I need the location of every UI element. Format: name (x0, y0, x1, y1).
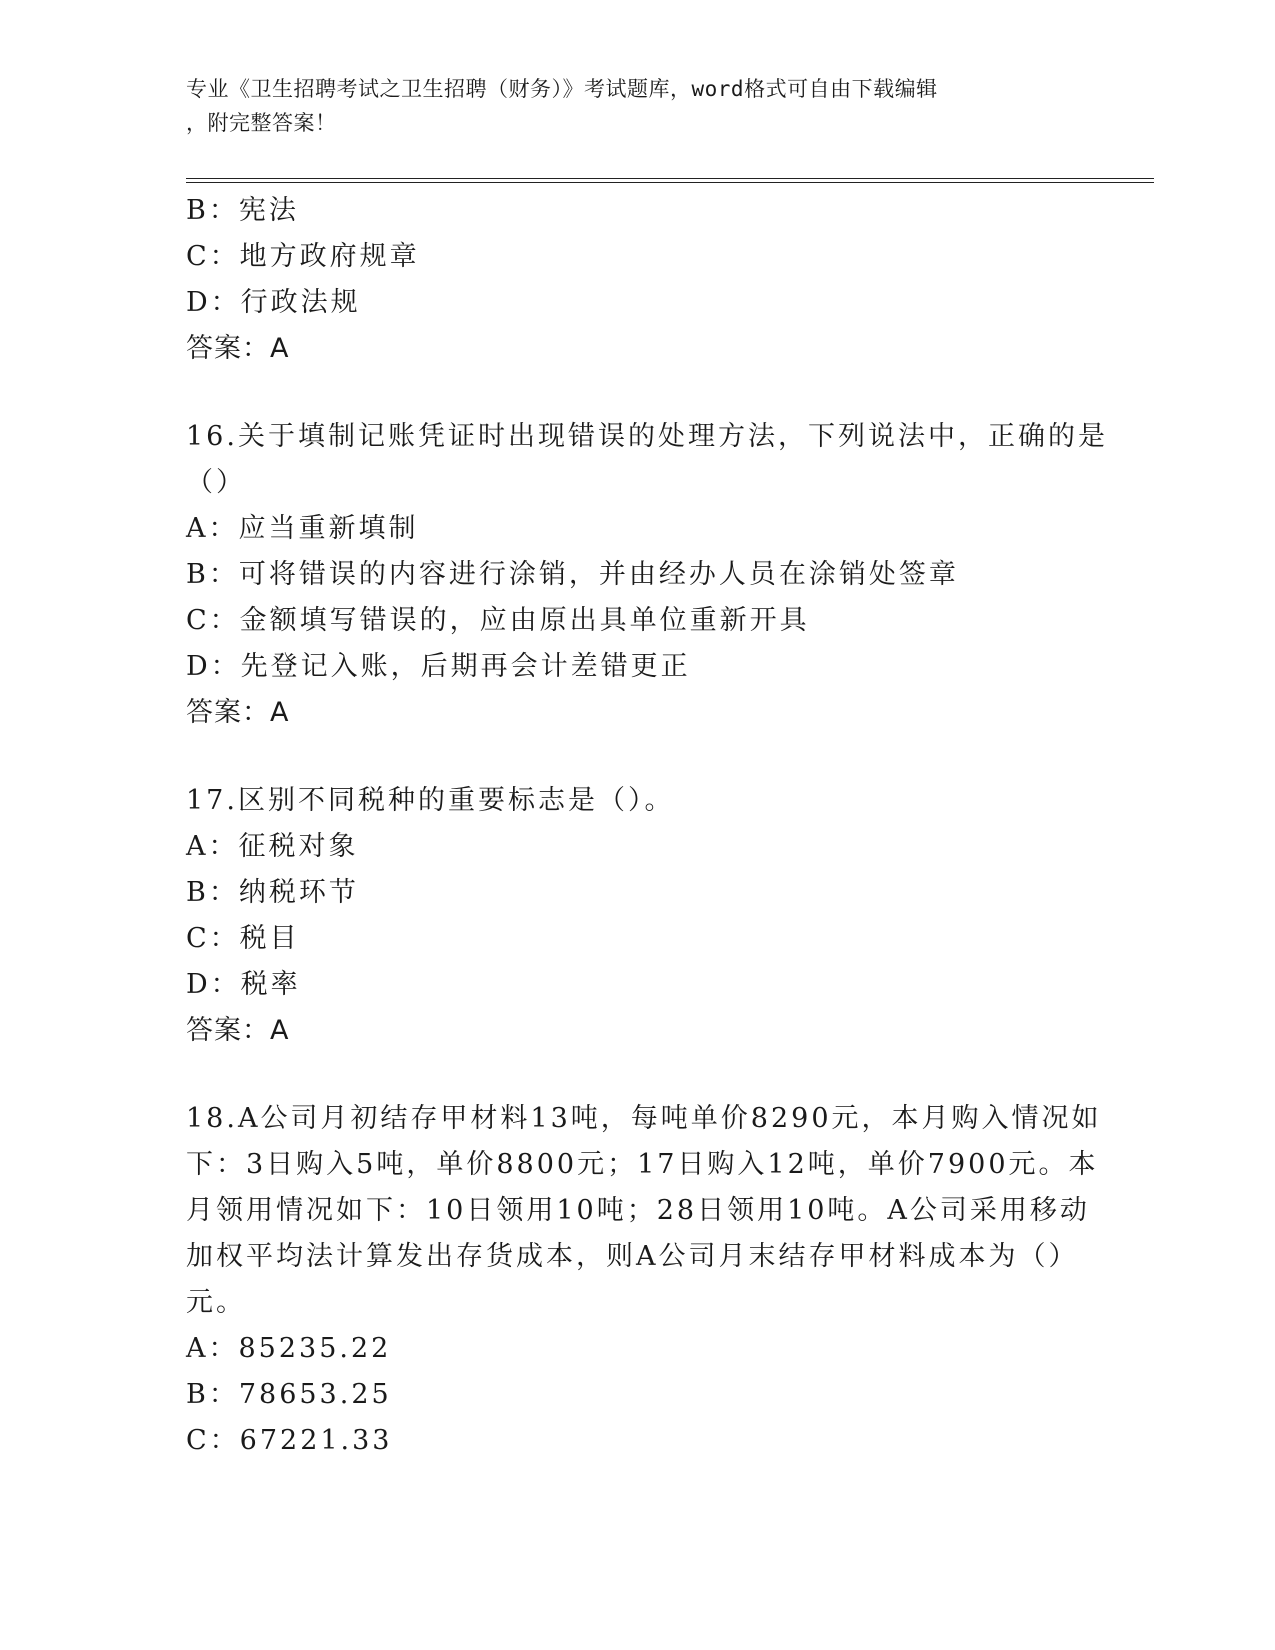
option-b: B：宪法 (186, 195, 299, 226)
question-list (186, 188, 1108, 1464)
option-d: D：先登记入账，后期再会计差错更正 (186, 651, 691, 682)
option-d: D：行政法规 (186, 287, 361, 318)
header-line-1: 专业《卫生招聘考试之卫生招聘（财务）》考试题库，word格式可自由下载编辑 (186, 77, 938, 101)
option-b: B：78653.25 (186, 1379, 392, 1410)
question-spacer (186, 736, 1086, 778)
answer-line: 答案：A (186, 333, 290, 364)
header-rule-top (186, 178, 1154, 179)
answer-line: 答案：A (186, 697, 290, 728)
question-block-18 (186, 1096, 1102, 1464)
option-b: B：可将错误的内容进行涂销，并由经办人员在涂销处签章 (186, 559, 959, 590)
question-text-line-1: 16.关于填制记账凭证时出现错误的处理方法，下列说法中，正确的是 (186, 421, 1108, 452)
option-c: C：税目 (186, 923, 300, 954)
question-spacer (186, 372, 1086, 414)
option-c: C：67221.33 (186, 1425, 393, 1456)
question-text-line-5: 元。 (186, 1287, 246, 1318)
header-line-2: ，附完整答案！ (186, 111, 337, 135)
question-text-line-2: （） (186, 467, 246, 498)
option-c: C：金额填写错误的，应由原出具单位重新开具 (186, 605, 810, 636)
question-text-line-2: 下：3日购入5吨，单价8800元；17日购入12吨，单价7900元。本 (186, 1149, 1099, 1180)
option-a: A：征税对象 (186, 831, 359, 862)
answer-line: 答案：A (186, 1015, 290, 1046)
option-d: D：税率 (186, 969, 301, 1000)
question-text-line-1: 17.区别不同税种的重要标志是（）。 (186, 785, 675, 816)
question-spacer (186, 1054, 1086, 1096)
question-text-line-3: 月领用情况如下：10日领用10吨；28日领用10吨。A公司采用移动 (186, 1195, 1090, 1226)
question-text-line-1: 18.A公司月初结存甲材料13吨，每吨单价8290元，本月购入情况如 (186, 1103, 1102, 1134)
option-a: A：应当重新填制 (186, 513, 419, 544)
header-rule-bottom (186, 182, 1154, 183)
question-block-17 (186, 778, 1086, 1054)
question-block-15 (186, 188, 1086, 372)
question-text-line-4: 加权平均法计算发出存货成本，则A公司月末结存甲材料成本为（） (186, 1241, 1079, 1272)
option-c: C：地方政府规章 (186, 241, 420, 272)
document-header (186, 72, 1066, 140)
question-block-16 (186, 414, 1108, 736)
option-a: A：85235.22 (186, 1333, 392, 1364)
option-b: B：纳税环节 (186, 877, 359, 908)
